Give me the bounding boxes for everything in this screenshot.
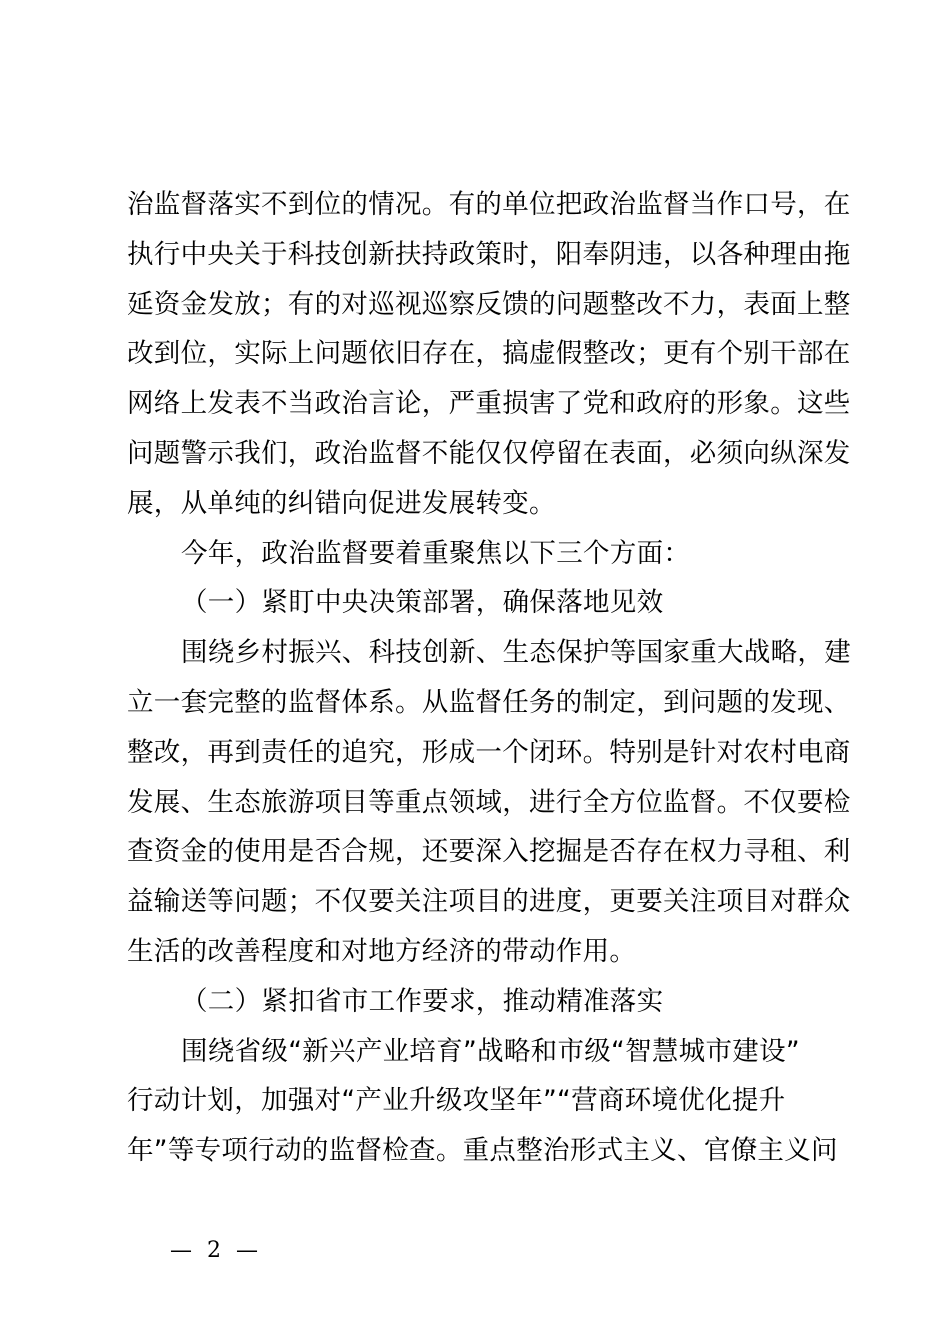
document-body bbox=[127, 180, 851, 1176]
text-line: 发展、生态旅游项目等重点领域，进行全方位监督。不仅要检 bbox=[127, 786, 851, 818]
paragraph-start: 围绕省级“新兴产业培育”战略和市级“智慧城市建设” bbox=[181, 1035, 800, 1067]
text-line: 整改，再到责任的追究，形成一个闭环。特别是针对农村电商 bbox=[127, 736, 851, 768]
text-line: 展，从单纯的纠错向促进发展转变。 bbox=[127, 487, 556, 519]
paragraph-start: 今年，政治监督要着重聚焦以下三个方面： bbox=[181, 537, 691, 569]
section-heading-1: （一）紧盯中央决策部署，确保落地见效 bbox=[181, 587, 664, 619]
text-line: 问题警示我们，政治监督不能仅仅停留在表面，必须向纵深发 bbox=[127, 437, 851, 469]
page-number: — 2 — bbox=[170, 1238, 262, 1263]
paragraph-start: 围绕乡村振兴、科技创新、生态保护等国家重大战略，建 bbox=[181, 637, 851, 669]
text-line: 益输送等问题；不仅要关注项目的进度，更要关注项目对群众 bbox=[127, 886, 851, 918]
section-heading-2: （二）紧扣省市工作要求，推动精准落实 bbox=[181, 985, 664, 1017]
text-line: 改到位，实际上问题依旧存在，搞虚假整改；更有个别干部在 bbox=[127, 338, 851, 370]
text-line: 网络上发表不当政治言论，严重损害了党和政府的形象。这些 bbox=[127, 388, 851, 420]
text-line: 行动计划，加强对“产业升级攻坚年”“营商环境优化提升 bbox=[127, 1085, 786, 1117]
text-line: 立一套完整的监督体系。从监督任务的制定，到问题的发现、 bbox=[127, 686, 851, 718]
text-line: 延资金发放；有的对巡视巡察反馈的问题整改不力，表面上整 bbox=[127, 288, 851, 320]
text-line: 执行中央关于科技创新扶持政策时，阳奉阴违，以各种理由拖 bbox=[127, 238, 851, 270]
text-line: 查资金的使用是否合规，还要深入挖掘是否存在权力寻租、利 bbox=[127, 836, 851, 868]
text-line: 治监督落实不到位的情况。有的单位把政治监督当作口号，在 bbox=[127, 189, 851, 220]
text-line: 生活的改善程度和对地方经济的带动作用。 bbox=[127, 935, 637, 967]
text-line: 年”等专项行动的监督检查。重点整治形式主义、官僚主义问 bbox=[127, 1135, 838, 1167]
